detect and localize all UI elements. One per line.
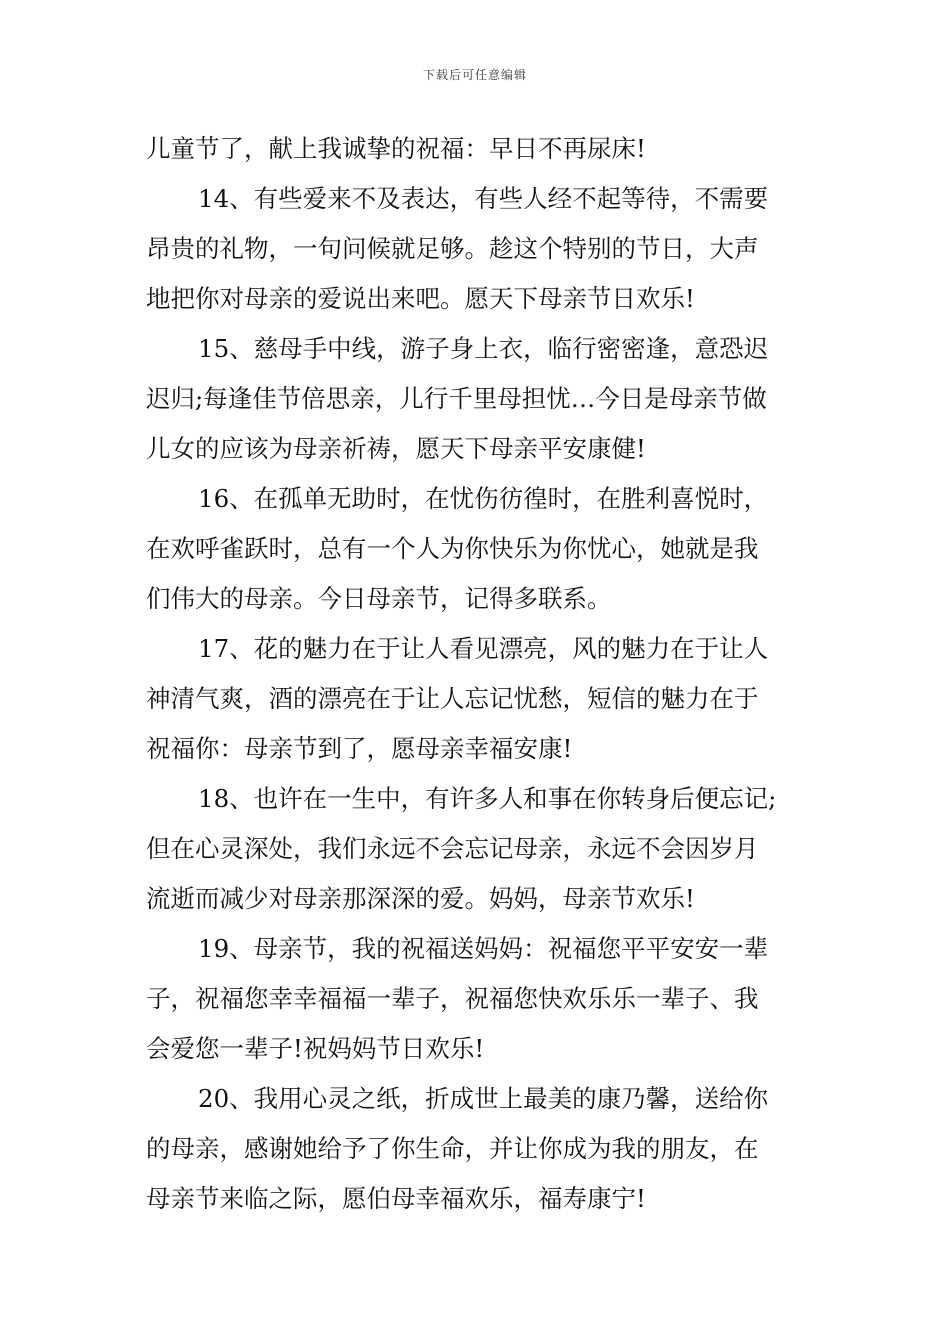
paragraph-17-line-1: 17、花的魅力在于让人看见漂亮，风的魅力在于让人 — [198, 634, 769, 663]
text-line: 神清气爽，酒的漂亮在于让人忘记忧愁，短信的魅力在于 — [146, 684, 759, 713]
document-body — [146, 124, 810, 1224]
text-line: 祝福你：母亲节到了，愿母亲幸福安康! — [146, 734, 573, 763]
text-line: 昂贵的礼物，一句问候就足够。趁这个特别的节日，大声 — [146, 234, 759, 263]
text-line: 儿女的应该为母亲祈祷，愿天下母亲平安康健! — [146, 434, 646, 463]
paragraph-14-line-1: 14、有些爱来不及表达，有些人经不起等待，不需要 — [198, 184, 769, 213]
text-line: 但在心灵深处，我们永远不会忘记母亲，永远不会因岁月 — [146, 834, 759, 863]
text-line: 在欢呼雀跃时，总有一个人为你快乐为你忧心，她就是我 — [146, 534, 759, 563]
text-line: 子，祝福您幸幸福福一辈子，祝福您快欢乐乐一辈子、我 — [146, 984, 759, 1013]
paragraph-20-line-1: 20、我用心灵之纸，折成世上最美的康乃馨，送给你 — [198, 1084, 769, 1113]
page-header-note: 下载后可任意编辑 — [422, 68, 527, 82]
text-line: 流逝而减少对母亲那深深的爱。妈妈，母亲节欢乐! — [146, 884, 695, 913]
paragraph-18-line-1: 18、也许在一生中，有许多人和事在你转身后便忘记; — [198, 784, 777, 813]
text-line: 们伟大的母亲。今日母亲节，记得多联系。 — [146, 584, 612, 613]
text-line: 地把你对母亲的爱说出来吧。愿天下母亲节日欢乐! — [146, 284, 695, 313]
paragraph-16-line-1: 16、在孤单无助时，在忧伤彷徨时，在胜利喜悦时， — [198, 484, 769, 513]
text-line: 儿童节了，献上我诚挚的祝福：早日不再尿床! — [146, 134, 646, 163]
paragraph-15-line-1: 15、慈母手中线，游子身上衣，临行密密逢，意恐迟 — [198, 334, 769, 363]
paragraph-19-line-1: 19、母亲节，我的祝福送妈妈：祝福您平平安安一辈 — [198, 934, 769, 963]
text-line: 迟归;每逢佳节倍思亲，儿行千里母担忧…今日是母亲节做 — [146, 384, 767, 413]
text-line: 母亲节来临之际，愿伯母幸福欢乐，福寿康宁! — [146, 1184, 646, 1213]
text-line: 的母亲，感谢她给予了你生命，并让你成为我的朋友，在 — [146, 1134, 759, 1163]
text-line: 会爱您一辈子!祝妈妈节日欢乐! — [146, 1034, 485, 1063]
